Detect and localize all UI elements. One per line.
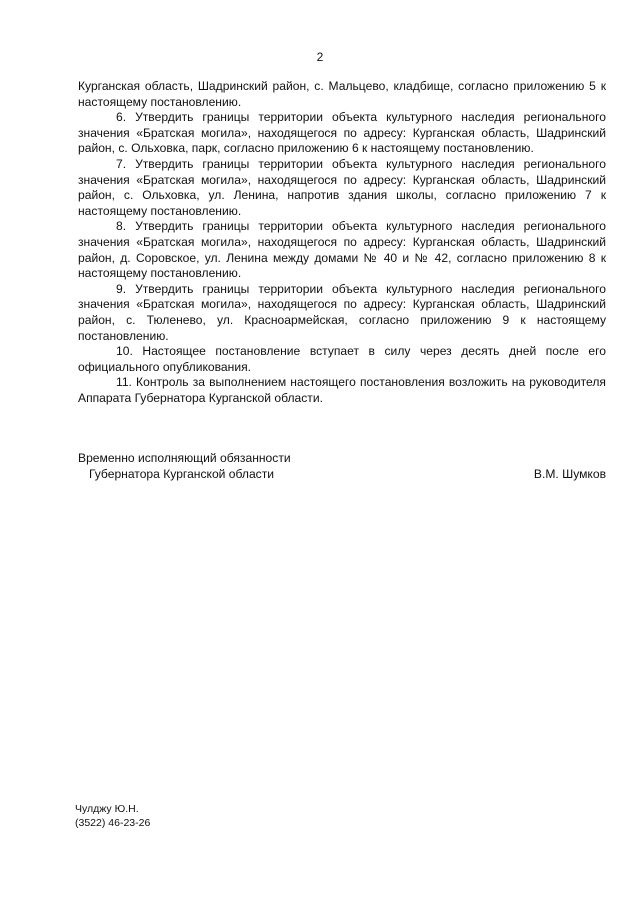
executor-block: [75, 803, 150, 830]
executor-phone: (3522) 46-23-26: [75, 816, 151, 829]
paragraph-item-9: 9. Утвердить границы территории объекта культурного наследия регионального значения «Братская могила», находящегося по адресу: Курганская область, Шадринский район, с. Тюленево, ул. Красноармейская, согласно приложению 9 к настоящему постановлению.: [78, 281, 606, 343]
page-number: 2: [316, 50, 324, 64]
paragraph-item-6: 6. Утвердить границы территории объекта культурного наследия регионального значения «Братская могила», находящегося по адресу: Курганская область, Шадринский район, с. Ольховка, парк, согласно приложению 6 к настоящему постановлению.: [78, 110, 606, 156]
paragraph-item-11: 11. Контроль за выполнением настоящего постановления возложить на руководителя Аппарата Губернатора Курганской области.: [78, 375, 606, 405]
signatory-name: В.М. Шумков: [533, 467, 606, 481]
paragraph-item-7: 7. Утвердить границы территории объекта культурного наследия регионального значения «Братская могила», находящегося по адресу: Курганская область, Шадринский район, с. Ольховка, ул. Ленина, напротив здания школы, согласно приложению 7 к настоящему постановлению.: [78, 156, 606, 218]
executor-name: Чулджу Ю.Н.: [75, 803, 139, 815]
signatory-position: [78, 451, 291, 482]
signatory-position-line-1: Временно исполняющий обязанности: [78, 451, 291, 465]
document-body: [78, 79, 606, 406]
paragraph-item-10: 10. Настоящее постановление вступает в силу через десять дней после его официального опубликования.: [78, 344, 606, 374]
paragraph-item-8: 8. Утвердить границы территории объекта культурного наследия регионального значения «Братская могила», находящегося по адресу: Курганская область, Шадринский район, д. Соровское, ул. Ленина между домами № 40 и № 42, согласно приложению 8 к настоящему постановлению.: [78, 219, 606, 281]
signatory-position-line-2: Губернатора Курганской области: [89, 466, 275, 481]
paragraph-continuation: Курганская область, Шадринский район, с. Мальцево, кладбище, согласно приложению 5 к настоящему постановлению.: [78, 79, 606, 109]
